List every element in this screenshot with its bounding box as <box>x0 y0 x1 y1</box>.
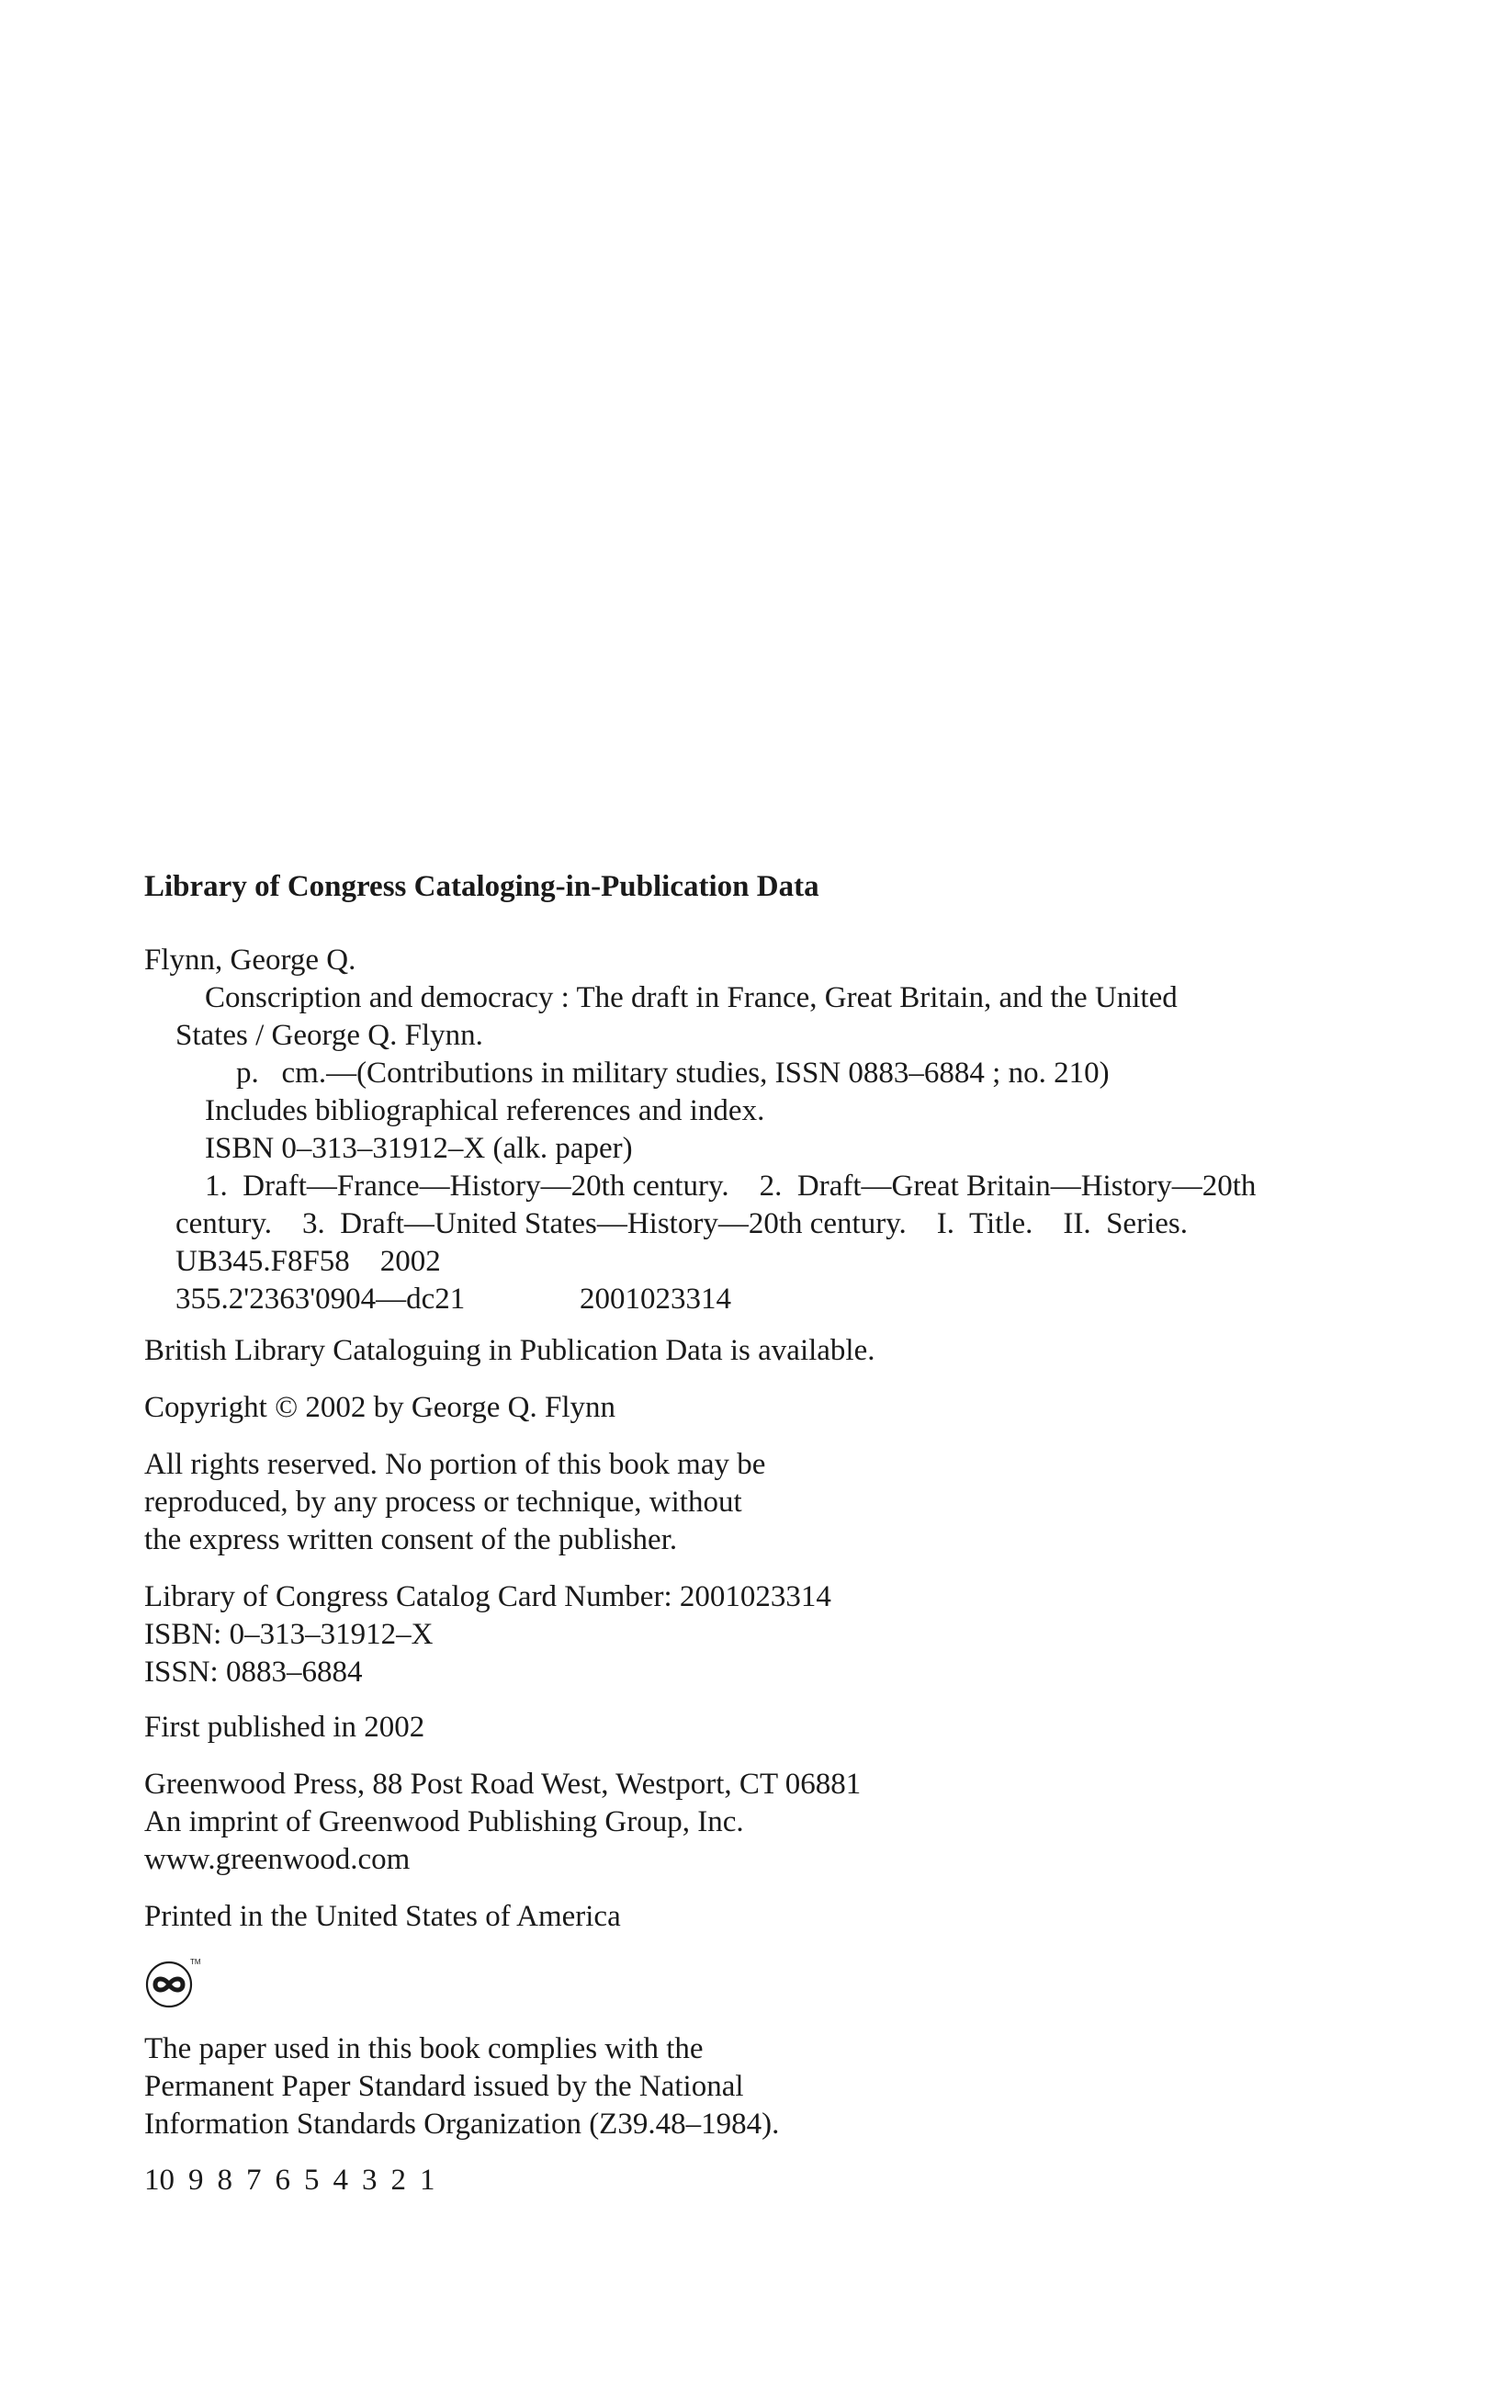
printing-number: 9 <box>188 2164 204 2197</box>
infinity-permanent-paper-icon <box>144 1955 199 2010</box>
cip-heading-text: Library of Congress Cataloging-in-Publication Data <box>144 870 819 903</box>
rights-line: All rights reserved. No portion of this book may be <box>144 1448 766 1481</box>
rights-line: reproduced, by any process or technique, without <box>144 1486 742 1519</box>
printing-number: 1 <box>420 2164 435 2197</box>
publisher-info <box>144 1766 1412 1879</box>
british-cip-text: British Library Cataloguing in Publication Data is available. <box>144 1334 875 1367</box>
identifiers <box>144 1578 1412 1691</box>
copyright-notice <box>144 1389 1412 1427</box>
cip-lcc: UB345.F8F58 2002 <box>175 1245 441 1278</box>
cip-title-line-2: States / George Q. Flynn. <box>175 1019 483 1052</box>
cip-title-line-1: Conscription and democracy : The draft in France, Great Britain, and the United <box>205 981 1178 1014</box>
cip-subjects-line-2: century. 3. Draft—United States—History—20th century. I. Title. II. Series. <box>175 1207 1188 1240</box>
cip-ddc-row <box>144 1281 1412 1318</box>
first-published-text: First published in 2002 <box>144 1711 425 1744</box>
copyright-text: Copyright © 2002 by George Q. Flynn <box>144 1391 616 1424</box>
printing-number: 8 <box>217 2164 232 2197</box>
cip-notes: Includes bibliographical references and index. <box>205 1094 765 1127</box>
cip-isbn: ISBN 0–313–31912–X (alk. paper) <box>205 1132 633 1165</box>
printing-line <box>144 2162 1412 2199</box>
isbn-line: ISBN: 0–313–31912–X <box>144 1618 434 1651</box>
printing-number: 2 <box>390 2164 406 2197</box>
rights-line: the express written consent of the publisher. <box>144 1523 678 1556</box>
publisher-imprint: An imprint of Greenwood Publishing Group, Inc. <box>144 1805 744 1838</box>
cip-lccn: 2001023314 <box>580 1283 731 1316</box>
cip-physical-description: p. cm.—(Contributions in military studies, ISSN 0883–6884 ; no. 210) <box>236 1057 1110 1090</box>
rights-statement <box>144 1446 1412 1559</box>
printing-number: 6 <box>275 2164 290 2197</box>
paper-note-line: Permanent Paper Standard issued by the National <box>144 2070 744 2103</box>
publisher-address: Greenwood Press, 88 Post Road West, Westport, CT 06881 <box>144 1768 862 1801</box>
issn-line: ISSN: 0883–6884 <box>144 1656 363 1689</box>
publisher-website: www.greenwood.com <box>144 1843 411 1876</box>
printing-number: 7 <box>246 2164 262 2197</box>
british-cip-note <box>144 1332 1412 1370</box>
paper-standard-note <box>144 2030 1412 2143</box>
printing-numbers <box>144 2162 1412 2199</box>
trademark-mark: TM <box>190 1958 201 1966</box>
first-published <box>144 1709 1412 1747</box>
cip-author: Flynn, George Q. <box>144 944 356 977</box>
cip-heading <box>144 868 1412 906</box>
cip-entry <box>144 942 1412 1318</box>
paper-note-line: Information Standards Organization (Z39.48–1984). <box>144 2108 780 2141</box>
printed-in <box>144 1898 1412 1936</box>
cip-ddc: 355.2'2363'0904—dc21 <box>175 1283 466 1316</box>
printing-number: 10 <box>144 2164 175 2197</box>
printed-in-text: Printed in the United States of America <box>144 1900 621 1933</box>
printing-number: 4 <box>333 2164 348 2197</box>
printing-number: 5 <box>304 2164 320 2197</box>
lc-catalog-card-number: Library of Congress Catalog Card Number: 2001023314 <box>144 1580 831 1613</box>
paper-note-line: The paper used in this book complies with the <box>144 2032 704 2065</box>
cip-subjects-line-1: 1. Draft—France—History—20th century. 2. Draft—Great Britain—History—20th <box>205 1170 1257 1203</box>
printing-number: 3 <box>362 2164 378 2197</box>
